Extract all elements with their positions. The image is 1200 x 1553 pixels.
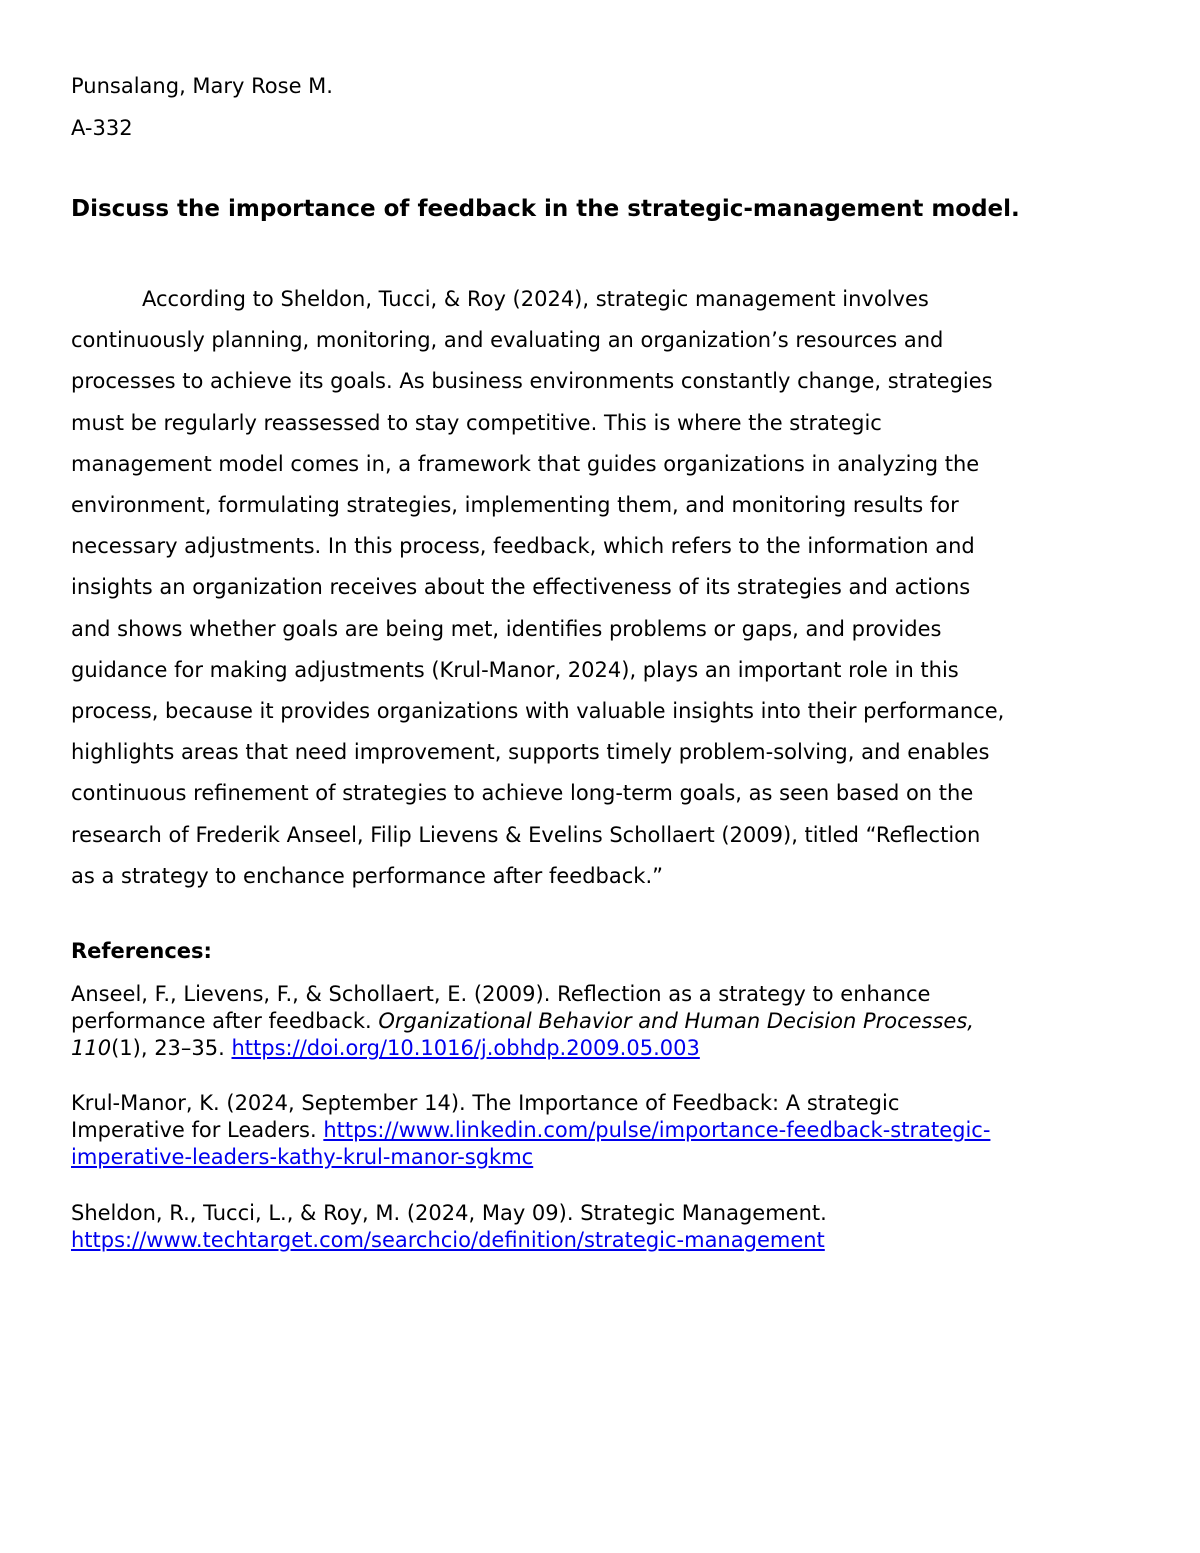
reference-line <box>71 1008 1151 1035</box>
essay-title: Discuss the importance of feedback in the strategic-management model. <box>71 196 1020 222</box>
references-heading: References: <box>71 939 212 963</box>
reference-line: Anseel, F., Lievens, F., & Schollaert, E. (2009). Reflection as a strategy to enhance <box>71 982 931 1006</box>
body-line: highlights areas that need improvement, supports timely problem-solving, and enables <box>71 740 990 765</box>
body-line: insights an organization receives about the effectiveness of its strategies and actions <box>71 575 971 600</box>
body-line: must be regularly reassessed to stay competitive. This is where the strategic <box>71 410 882 435</box>
body-line: as a strategy to enchance performance after feedback.” <box>71 863 663 888</box>
doi-link[interactable]: https://doi.org/10.1016/j.obhdp.2009.05.003 <box>231 1036 700 1060</box>
body-line: guidance for making adjustments (Krul-Manor, 2024), plays an important role in this <box>71 657 959 682</box>
reference-anseel <box>71 981 1151 1062</box>
reference-line: Krul-Manor, K. (2024, September 14). The Importance of Feedback: A strategic <box>71 1091 900 1115</box>
body-line: continuously planning, monitoring, and evaluating an organization’s resources and <box>71 328 944 353</box>
reference-line <box>71 1035 1151 1062</box>
reference-text: performance after feedback. <box>71 1009 379 1033</box>
body-line: necessary adjustments. In this process, feedback, which refers to the information and <box>71 534 975 559</box>
reference-text: Imperative for Leaders. <box>71 1118 324 1142</box>
body-line: processes to achieve its goals. As business environments constantly change, strategies <box>71 369 993 394</box>
linkedin-link-continued[interactable]: imperative-leaders-kathy-krul-manor-sgkmc <box>71 1145 534 1169</box>
body-line: continuous refinement of strategies to achieve long-term goals, as seen based on the <box>71 781 974 806</box>
body-line: management model comes in, a framework that guides organizations in analyzing the <box>71 451 980 476</box>
body-line: environment, formulating strategies, implementing them, and monitoring results for <box>71 493 959 518</box>
journal-name: Organizational Behavior and Human Decision Processes, <box>378 1009 974 1033</box>
techtarget-link[interactable]: https://www.techtarget.com/searchcio/definition/strategic-management <box>71 1228 825 1252</box>
body-line: research of Frederik Anseel, Filip Lievens & Evelins Schollaert (2009), titled “Reflection <box>71 822 981 847</box>
reference-krul-manor <box>71 1090 1151 1171</box>
body-line: According to Sheldon, Tucci, & Roy (2024), strategic management involves <box>142 287 929 311</box>
reference-line <box>71 1227 1151 1254</box>
reference-line: Sheldon, R., Tucci, L., & Roy, M. (2024, May 09). Strategic Management. <box>71 1201 827 1225</box>
reference-text: (1), 23–35. <box>111 1036 232 1060</box>
linkedin-link[interactable]: https://www.linkedin.com/pulse/importance-feedback-strategic- <box>323 1118 991 1142</box>
body-line: process, because it provides organizations with valuable insights into their performance, <box>71 699 1005 724</box>
body-line: and shows whether goals are being met, identifies problems or gaps, and provides <box>71 616 942 641</box>
section-code: A-332 <box>71 116 133 140</box>
reference-sheldon <box>71 1200 1151 1254</box>
reference-line <box>71 1144 1151 1171</box>
author-name: Punsalang, Mary Rose M. <box>71 74 333 98</box>
essay-body <box>71 279 1141 897</box>
reference-line <box>71 1117 1151 1144</box>
journal-volume: 110 <box>71 1036 112 1060</box>
